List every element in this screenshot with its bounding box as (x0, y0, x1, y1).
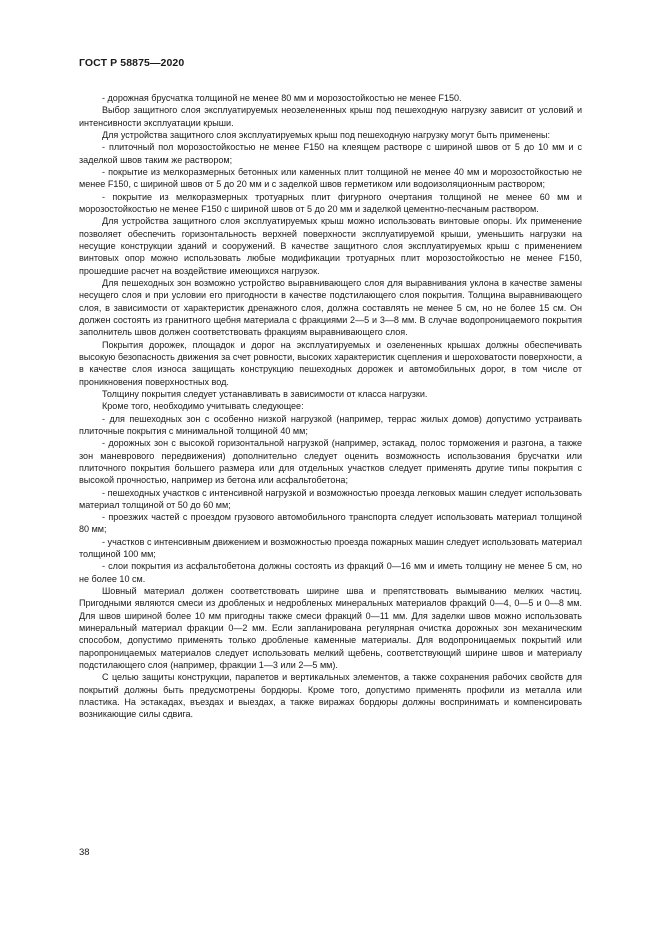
list-item: - участков с интенсивным движением и возможностью проезда пожарных машин следует использовать материал толщиной 100 мм; (79, 536, 582, 560)
list-item: - пешеходных участков с интенсивной нагрузкой и возможностью проезда легковых машин следует использовать материал толщиной от 50 до 60 мм; (79, 487, 582, 510)
page-header: ГОСТ Р 58875—2020 (79, 57, 185, 69)
paragraph: С целью защиты конструкции, парапетов и вертикальных элементов, а также сохранения рабочих свойств для покрытий должны быть предусмотрены бордюры. Кроме того, допустимо применять профили из металла или пластика. На эстакадах, въездах и выездах, а также виражах бордюры должны воспринимать и компенсировать возникающие силы сдвига. (79, 672, 582, 720)
document-body (79, 92, 582, 721)
paragraph: Покрытия дорожек, площадок и дорог на эксплуатируемых и озелененных крышах должны обеспечивать высокую безопасность движения за счет ровности, высоких характеристик сцепления и шероховатости поверхности, а в качестве слоя износа защищать конструкцию пешеходных дорожек и автомобильных дорог, в том числе от проникновения поверхностных вод. (79, 339, 582, 387)
paragraph: - дорожная брусчатка толщиной не менее 80 мм и морозостойкостью не менее F150. (102, 93, 462, 103)
paragraph: Для пешеходных зон возможно устройство выравнивающего слоя для выравнивания уклона в качестве замены несущего слоя и при условии его пригодности в качестве подстилающего слоя покрытия. Толщина выравнивающего слоя, в зависимости от характеристик дренажного слоя, должна составлять не менее 5 см, но не более 15 см. Он должен состоять из гранитного щебня материала с фракциями 2—5 и 3—8 мм. В случае водопроницаемого покрытия заполнитель швов должен соответствовать фракциям выравнивающего слоя. (79, 277, 582, 338)
paragraph: Для устройства защитного слоя эксплуатируемых крыш под пешеходную нагрузку могут быть применены: (102, 129, 550, 140)
list-item: - дорожных зон с высокой горизонтальной нагрузкой (например, эстакад, полос торможения и разгона, а также зон маневрового передвижения) дополнительно следует оценить возможность использования брусчатки или плиточного покрытия большего размера или для отдельных участков следует применять другие типы покрытия с высокой прочностью, например из бетона или асфальтобетона; (79, 438, 582, 486)
list-item: - слои покрытия из асфальтобетона должны состоять из фракций 0—16 мм и иметь толщину не менее 5 см, но не более 10 см. (79, 561, 582, 584)
list-item: - проезжих частей с проездом грузового автомобильного транспорта следует использовать материал толщиной 80 мм; (79, 512, 582, 535)
paragraph: Толщину покрытия следует устанавливать в зависимости от класса нагрузки. (102, 388, 428, 399)
list-item: - покрытие из мелкоразмерных бетонных или каменных плит толщиной не менее 40 мм и морозостойкостью не менее F150, с шириной швов от 5 до 20 мм и с заделкой швов герметиком или водоизоляционным раствором; (79, 166, 582, 190)
paragraph: Для устройства защитного слоя эксплуатируемых крыш можно использовать винтовые опоры. Их применение позволяет обеспечить горизонтальность верхней поверхности эксплуатируемой крыши, уменьшить нагрузки на несущие конструкции зданий и сооружений. В качестве защитного слоя эксплуатируемых крыш с применением винтовых опор можно использовать любые модификации тротуарных плит морозостойкостью не менее F150, прошедшие расчет на воздействие имеющихся нагрузок. (79, 216, 582, 276)
list-item: - плиточный пол морозостойкостью не менее F150 на клеящем растворе с шириной швов от 5 до 10 мм и с заделкой швов таким же раствором; (79, 142, 582, 165)
paragraph: Шовный материал должен соответствовать ширине шва и препятствовать вымыванию мелких частиц. Пригодными являются смеси из дробленых и недробленых минеральных материалов фракций 0—4, 0—5 и 0—8 мм. Для швов шириной более 10 мм пригодны также смеси фракций 0—11 мм. Для заделки швов можно использовать минеральный материал фракции 0—2 мм. Если запланирована регулярная очистка дорожных зон механическим способом, допустимо применять только дробленые каменные материалы. Для водопроницаемых покрытий или паропроницаемых материалов следует использовать мелкий щебень, соответствующий ширине швов и материалу подстилающего слоя (например, фракции 1—3 или 2—5 мм). (79, 586, 582, 671)
list-item: - для пешеходных зон с особенно низкой нагрузкой (например, террас жилых домов) допустимо устраивать плиточные покрытия с минимальной толщиной 40 мм; (79, 413, 582, 436)
paragraph: Кроме того, необходимо учитывать следующее: (102, 401, 304, 412)
paragraph: Выбор защитного слоя эксплуатируемых неозелененных крыш под пешеходную нагрузку зависит от условий и интенсивности эксплуатации крыши. (79, 105, 582, 128)
list-item: - покрытие из мелкоразмерных тротуарных плит фигурного очертания толщиной не менее 60 мм и морозостойкостью не менее F150 с шириной швов от 5 до 20 мм и заделкой цементно-песчаным раствором. (79, 191, 582, 214)
page-number: 38 (79, 847, 90, 858)
